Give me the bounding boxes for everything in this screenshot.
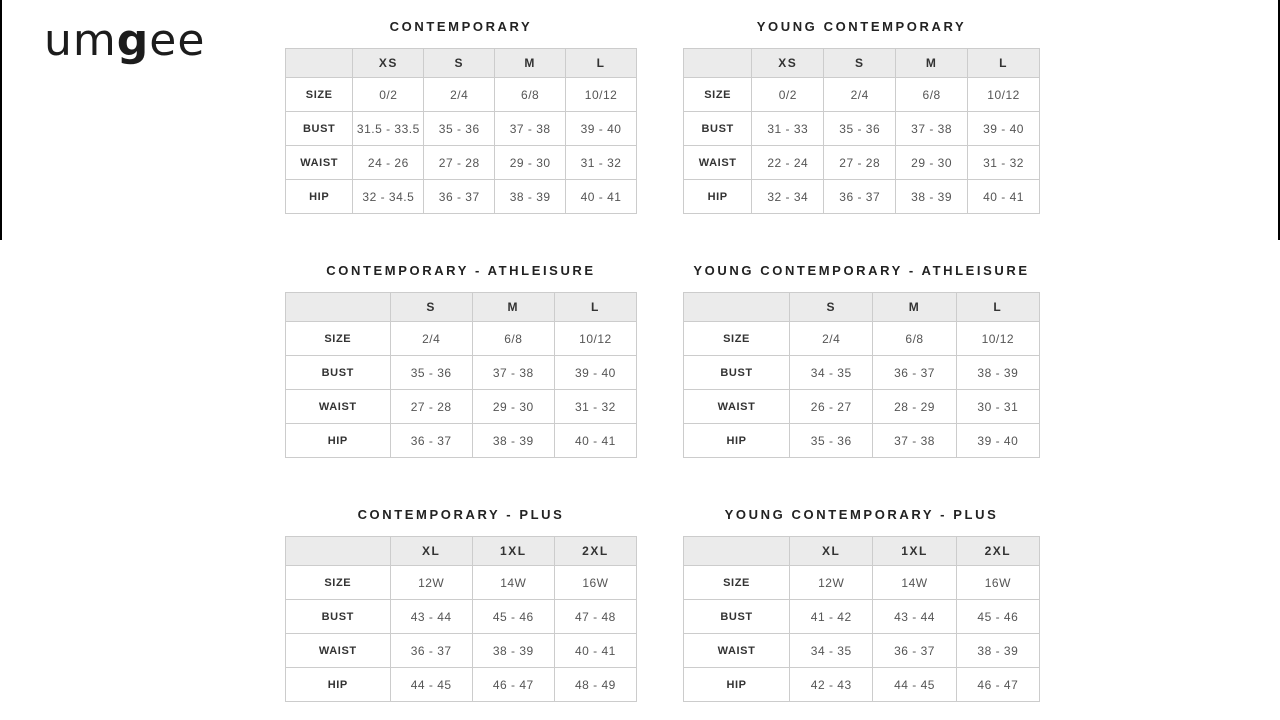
size-value-cell: 31 - 33 <box>752 112 824 146</box>
size-column-header: XL <box>390 537 472 566</box>
measurement-row-label: BUST <box>286 356 391 390</box>
size-value-cell: 39 - 40 <box>554 356 636 390</box>
size-column-header: 1XL <box>873 537 956 566</box>
corner-cell <box>286 49 353 78</box>
table-row <box>286 424 637 458</box>
size-value-cell: 29 - 30 <box>472 390 554 424</box>
size-value-cell: 47 - 48 <box>554 600 636 634</box>
table-row <box>684 112 1040 146</box>
size-value-cell: 48 - 49 <box>554 668 636 702</box>
size-value-cell: 14W <box>873 566 956 600</box>
size-table <box>285 292 637 458</box>
size-chart-section-young-contemporary <box>683 17 1040 214</box>
measurement-row-label: SIZE <box>684 566 790 600</box>
measurement-row-label: WAIST <box>684 146 752 180</box>
size-value-cell: 46 - 47 <box>472 668 554 702</box>
size-value-cell: 37 - 38 <box>472 356 554 390</box>
size-value-cell: 14W <box>472 566 554 600</box>
size-column-header: S <box>424 49 495 78</box>
size-value-cell: 31 - 32 <box>968 146 1040 180</box>
size-value-cell: 38 - 39 <box>472 424 554 458</box>
size-table <box>683 48 1040 214</box>
size-value-cell: 16W <box>956 566 1039 600</box>
measurement-row-label: SIZE <box>684 322 790 356</box>
size-column-header: M <box>896 49 968 78</box>
table-row <box>684 390 1040 424</box>
size-value-cell: 26 - 27 <box>790 390 873 424</box>
measurement-row-label: BUST <box>684 600 790 634</box>
corner-cell <box>286 293 391 322</box>
size-table <box>285 48 637 214</box>
table-row <box>286 112 637 146</box>
measurement-row-label: HIP <box>684 668 790 702</box>
measurement-row-label: BUST <box>286 600 391 634</box>
size-value-cell: 36 - 37 <box>873 634 956 668</box>
size-value-cell: 36 - 37 <box>390 634 472 668</box>
table-row <box>286 390 637 424</box>
size-value-cell: 45 - 46 <box>956 600 1039 634</box>
size-value-cell: 0/2 <box>353 78 424 112</box>
size-value-cell: 10/12 <box>554 322 636 356</box>
table-row <box>684 180 1040 214</box>
measurement-row-label: BUST <box>684 356 790 390</box>
size-value-cell: 2/4 <box>824 78 896 112</box>
measurement-row-label: HIP <box>286 180 353 214</box>
table-row <box>684 322 1040 356</box>
table-row <box>286 668 637 702</box>
measurement-row-label: SIZE <box>684 78 752 112</box>
size-header-row <box>286 49 637 78</box>
size-chart-section-contemporary <box>285 17 637 214</box>
measurement-row-label: HIP <box>684 180 752 214</box>
logo-text-regular-1: um <box>44 15 117 66</box>
size-value-cell: 2/4 <box>390 322 472 356</box>
measurement-row-label: WAIST <box>286 634 391 668</box>
table-row <box>286 634 637 668</box>
size-chart-section-contemporary-plus <box>285 505 637 702</box>
size-header-row <box>684 49 1040 78</box>
size-value-cell: 37 - 38 <box>495 112 566 146</box>
size-value-cell: 38 - 39 <box>495 180 566 214</box>
table-row <box>286 180 637 214</box>
table-row <box>286 78 637 112</box>
size-value-cell: 30 - 31 <box>956 390 1039 424</box>
table-title: CONTEMPORARY <box>389 19 533 34</box>
size-chart-section-young-contemporary-athleisure <box>683 261 1040 458</box>
size-value-cell: 41 - 42 <box>790 600 873 634</box>
size-value-cell: 32 - 34.5 <box>353 180 424 214</box>
letterbox-edge-left <box>0 0 2 240</box>
size-value-cell: 44 - 45 <box>390 668 472 702</box>
size-value-cell: 10/12 <box>956 322 1039 356</box>
size-value-cell: 31.5 - 33.5 <box>353 112 424 146</box>
size-value-cell: 43 - 44 <box>390 600 472 634</box>
size-value-cell: 43 - 44 <box>873 600 956 634</box>
size-value-cell: 40 - 41 <box>554 424 636 458</box>
size-value-cell: 34 - 35 <box>790 634 873 668</box>
measurement-row-label: WAIST <box>684 390 790 424</box>
table-row <box>286 356 637 390</box>
size-value-cell: 40 - 41 <box>566 180 637 214</box>
size-column-header: S <box>824 49 896 78</box>
table-row <box>684 424 1040 458</box>
size-value-cell: 36 - 37 <box>424 180 495 214</box>
table-title: YOUNG CONTEMPORARY - PLUS <box>724 507 999 522</box>
logo-text-regular-2: ee <box>149 15 206 66</box>
measurement-row-label: HIP <box>684 424 790 458</box>
size-value-cell: 36 - 37 <box>390 424 472 458</box>
size-value-cell: 37 - 38 <box>896 112 968 146</box>
size-value-cell: 6/8 <box>873 322 956 356</box>
table-title: CONTEMPORARY - PLUS <box>357 507 565 522</box>
size-header-row <box>286 293 637 322</box>
size-column-header: M <box>472 293 554 322</box>
table-row <box>684 78 1040 112</box>
table-row <box>684 634 1040 668</box>
size-value-cell: 35 - 36 <box>824 112 896 146</box>
size-value-cell: 42 - 43 <box>790 668 873 702</box>
size-column-header: 2XL <box>554 537 636 566</box>
corner-cell <box>684 293 790 322</box>
size-value-cell: 37 - 38 <box>873 424 956 458</box>
size-value-cell: 27 - 28 <box>824 146 896 180</box>
size-value-cell: 38 - 39 <box>472 634 554 668</box>
table-row <box>286 600 637 634</box>
corner-cell <box>684 537 790 566</box>
size-table <box>285 536 637 702</box>
size-column-header: S <box>390 293 472 322</box>
table-row <box>684 566 1040 600</box>
table-title: YOUNG CONTEMPORARY - ATHLEISURE <box>693 263 1030 278</box>
size-value-cell: 6/8 <box>896 78 968 112</box>
size-header-row <box>684 293 1040 322</box>
size-value-cell: 44 - 45 <box>873 668 956 702</box>
table-row <box>684 146 1040 180</box>
size-value-cell: 40 - 41 <box>968 180 1040 214</box>
size-value-cell: 40 - 41 <box>554 634 636 668</box>
measurement-row-label: SIZE <box>286 566 391 600</box>
size-value-cell: 31 - 32 <box>554 390 636 424</box>
size-value-cell: 38 - 39 <box>956 356 1039 390</box>
size-value-cell: 12W <box>790 566 873 600</box>
size-value-cell: 29 - 30 <box>896 146 968 180</box>
size-value-cell: 29 - 30 <box>495 146 566 180</box>
size-value-cell: 38 - 39 <box>896 180 968 214</box>
size-value-cell: 45 - 46 <box>472 600 554 634</box>
size-chart-section-contemporary-athleisure <box>285 261 637 458</box>
size-column-header: 2XL <box>956 537 1039 566</box>
logo-text-bold: g <box>116 15 150 66</box>
size-column-header: S <box>790 293 873 322</box>
size-value-cell: 10/12 <box>566 78 637 112</box>
size-value-cell: 2/4 <box>790 322 873 356</box>
measurement-row-label: BUST <box>286 112 353 146</box>
size-value-cell: 36 - 37 <box>824 180 896 214</box>
size-value-cell: 39 - 40 <box>566 112 637 146</box>
size-value-cell: 34 - 35 <box>790 356 873 390</box>
measurement-row-label: SIZE <box>286 78 353 112</box>
table-row <box>684 668 1040 702</box>
size-column-header: XS <box>353 49 424 78</box>
measurement-row-label: HIP <box>286 668 391 702</box>
size-value-cell: 10/12 <box>968 78 1040 112</box>
size-value-cell: 2/4 <box>424 78 495 112</box>
size-value-cell: 16W <box>554 566 636 600</box>
umgee-logo <box>44 16 205 67</box>
size-value-cell: 24 - 26 <box>353 146 424 180</box>
size-column-header: L <box>968 49 1040 78</box>
measurement-row-label: WAIST <box>286 146 353 180</box>
size-value-cell: 35 - 36 <box>424 112 495 146</box>
table-row <box>684 356 1040 390</box>
size-column-header: XS <box>752 49 824 78</box>
size-value-cell: 28 - 29 <box>873 390 956 424</box>
size-value-cell: 6/8 <box>472 322 554 356</box>
table-row <box>286 322 637 356</box>
corner-cell <box>286 537 391 566</box>
measurement-row-label: SIZE <box>286 322 391 356</box>
measurement-row-label: WAIST <box>286 390 391 424</box>
size-value-cell: 6/8 <box>495 78 566 112</box>
size-value-cell: 39 - 40 <box>968 112 1040 146</box>
size-header-row <box>684 537 1040 566</box>
size-value-cell: 27 - 28 <box>424 146 495 180</box>
table-title: CONTEMPORARY - ATHLEISURE <box>326 263 596 278</box>
table-title: YOUNG CONTEMPORARY <box>756 19 967 34</box>
size-column-header: M <box>495 49 566 78</box>
size-column-header: L <box>566 49 637 78</box>
size-table <box>683 536 1040 702</box>
table-row <box>684 600 1040 634</box>
size-column-header: L <box>956 293 1039 322</box>
table-row <box>286 146 637 180</box>
size-value-cell: 31 - 32 <box>566 146 637 180</box>
size-value-cell: 27 - 28 <box>390 390 472 424</box>
size-value-cell: 46 - 47 <box>956 668 1039 702</box>
size-column-header: M <box>873 293 956 322</box>
size-value-cell: 38 - 39 <box>956 634 1039 668</box>
size-column-header: 1XL <box>472 537 554 566</box>
size-value-cell: 22 - 24 <box>752 146 824 180</box>
size-chart-section-young-contemporary-plus <box>683 505 1040 702</box>
corner-cell <box>684 49 752 78</box>
table-row <box>286 566 637 600</box>
size-value-cell: 35 - 36 <box>790 424 873 458</box>
size-table <box>683 292 1040 458</box>
measurement-row-label: HIP <box>286 424 391 458</box>
size-value-cell: 12W <box>390 566 472 600</box>
measurement-row-label: WAIST <box>684 634 790 668</box>
size-value-cell: 36 - 37 <box>873 356 956 390</box>
size-value-cell: 35 - 36 <box>390 356 472 390</box>
size-column-header: L <box>554 293 636 322</box>
size-column-header: XL <box>790 537 873 566</box>
measurement-row-label: BUST <box>684 112 752 146</box>
size-value-cell: 0/2 <box>752 78 824 112</box>
size-header-row <box>286 537 637 566</box>
size-value-cell: 39 - 40 <box>956 424 1039 458</box>
size-value-cell: 32 - 34 <box>752 180 824 214</box>
